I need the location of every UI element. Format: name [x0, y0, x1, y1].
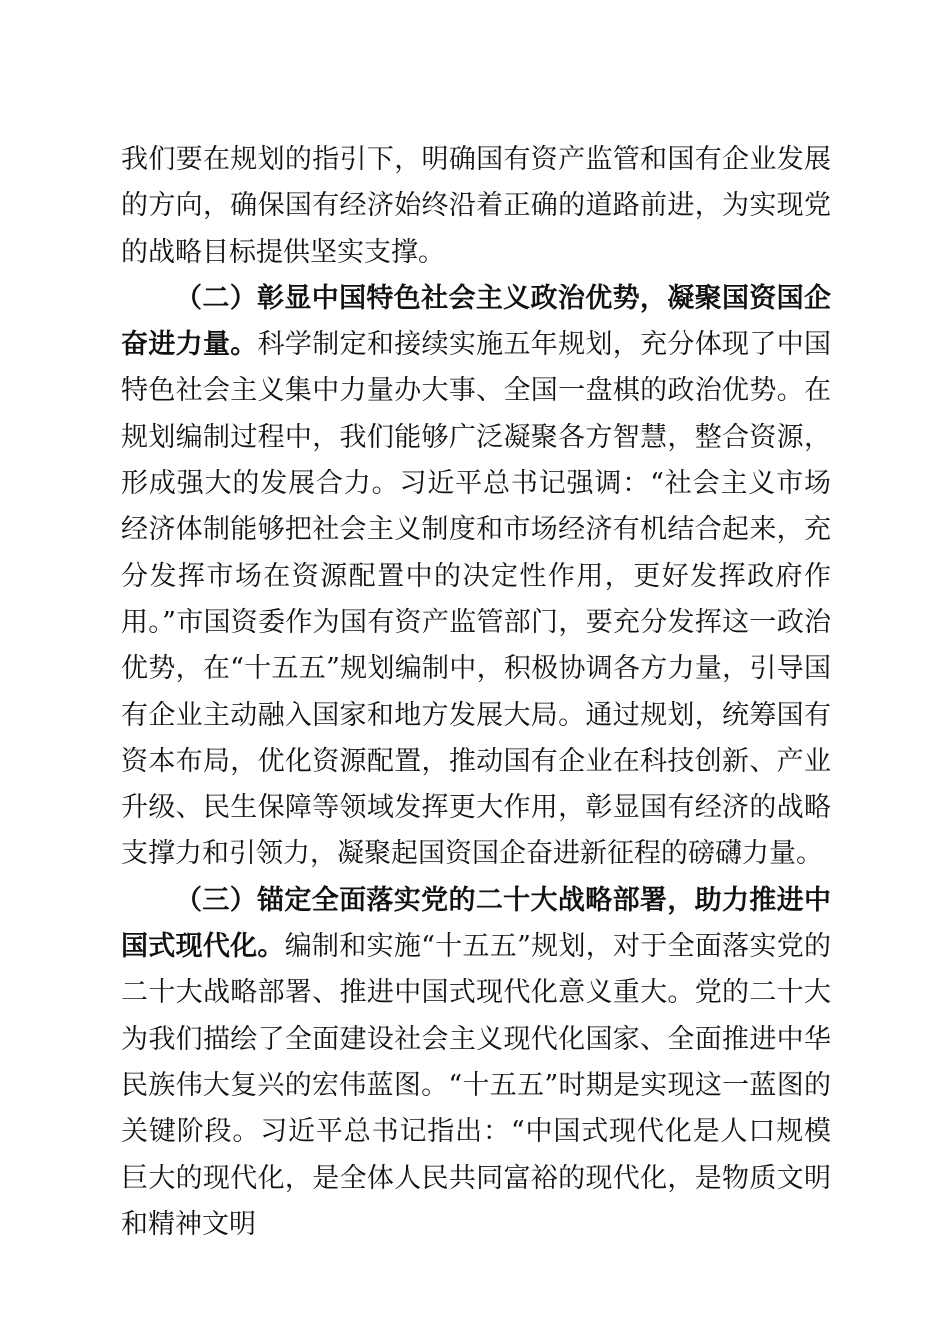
section-3-heading: （三）锚定全面落实党的二十大战略部署，助力推进中国式现代化。	[121, 884, 831, 963]
paragraph-1-text: 我们要在规划的指引下，明确国有资产监管和国有企业发展的方向，确保国有经济始终沿着正确的道路前进，为实现党的战略目标提供坚实支撑。	[121, 144, 831, 268]
paragraph-section-2	[121, 276, 831, 878]
section-2-heading: （二）彰显中国特色社会主义政治优势，凝聚国资国企奋进力量。	[121, 282, 831, 361]
section-3-text: 编制和实施“十五五”规划，对于全面落实党的二十大战略部署、推进中国式现代化意义重大。党的二十大为我们描绘了全面建设社会主义现代化国家、全面推进中华民族伟大复兴的宏伟蓝图。“十五五”时期是实现这一蓝图的关键阶段。习近平总书记指出：“中国式现代化是人口规模巨大的现代化，是全体人民共同富裕的现代化，是物质文明和精神文明	[121, 931, 832, 1240]
section-2-text: 科学制定和接续实施五年规划，充分体现了中国特色社会主义集中力量办大事、全国一盘棋的政治优势。在规划编制过程中，我们能够广泛凝聚各方智慧，整合资源，形成强大的发展合力。习近平总书记强调：“社会主义市场经济体制能够把社会主义制度和市场经济有机结合起来，充分发挥市场在资源配置中的决定性作用，更好发挥政府作用。”市国资委作为国有资产监管部门，要充分发挥这一政治优势，在“十五五”规划编制中，积极协调各方力量，引导国有企业主动融入国家和地方发展大局。通过规划，统筹国有资本布局，优化资源配置，推动国有企业在科技创新、产业升级、民生保障等领域发挥更大作用，彰显国有经济的战略支撑力和引领力，凝聚起国资国企奋进新征程的磅礴力量。	[121, 329, 832, 870]
document-body	[121, 137, 831, 1248]
paragraph-continuation	[121, 137, 831, 276]
paragraph-section-3	[121, 878, 831, 1248]
